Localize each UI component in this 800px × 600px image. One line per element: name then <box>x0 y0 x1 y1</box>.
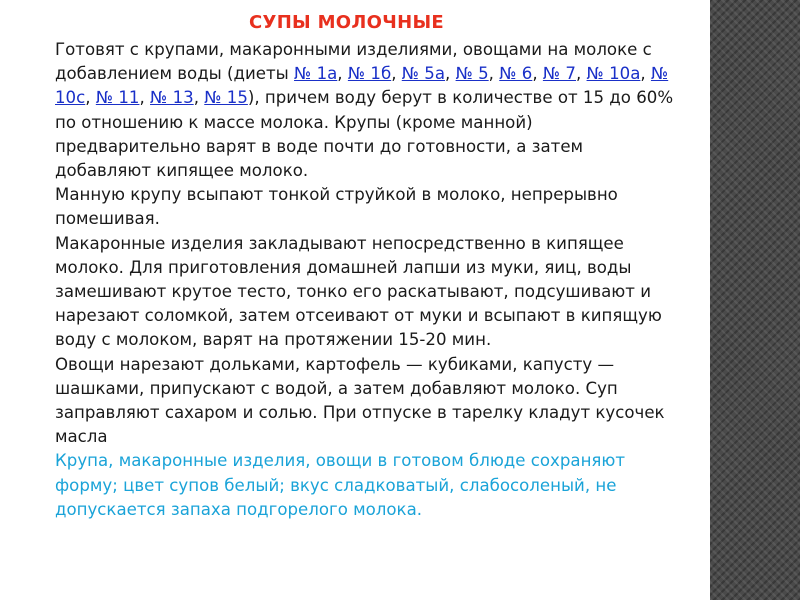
intro-outro-text: ), причем воду берут в количестве от 15 до 60% по отношению к массе молока. Крупы (кроме манной) предварительно варят в воде почти до готовности, а затем добавляют кипящее молоко. <box>55 88 674 181</box>
paragraph-pasta: Макаронные изделия закладывают непосредственно в кипящее молоко. Для приготовления домашней лапши из муки, яиц, воды замешивают крутое тесто, тонко его раскатывают, подсушивают и нарезают соломкой, затем отсеивают от муки и всыпают в кипящую воду с молоком, варят на протяжении 15-20 мин. <box>55 233 662 350</box>
intro-text: Готовят с крупами, макаронными изделиями, овощами на молоке с добавлением воды (диеты <box>55 40 652 84</box>
paragraph-vegetables: Овощи нарезают дольками, картофель — кубиками, капусту — шашками, припускают с водой, а затем добавляют молоко. Суп заправляют сахаром и солью. При отпуске в тарелку кладут кусочек масла <box>55 354 665 447</box>
diet-link-10c[interactable]: № 10с <box>55 64 669 108</box>
decorative-side-band <box>710 0 800 600</box>
slide-title: СУПЫ МОЛОЧНЫЕ <box>249 12 444 33</box>
diet-link-13[interactable]: № 13 <box>150 88 194 108</box>
diet-link-10a[interactable]: № 10а <box>586 64 641 84</box>
diet-link-11[interactable]: № 11 <box>95 88 140 108</box>
diet-link-5a[interactable]: № 5а <box>401 64 446 84</box>
diet-link-1a[interactable]: № 1а <box>294 64 338 84</box>
paragraph-semolina: Манную крупу всыпают тонкой струйкой в молоко, непрерывно помешивая. <box>55 185 618 229</box>
diet-link-5[interactable]: № 5 <box>455 64 489 84</box>
diet-link-7[interactable]: № 7 <box>542 64 576 84</box>
slide-body <box>55 38 675 522</box>
diet-link-15[interactable]: № 15 <box>204 88 248 108</box>
paragraph-intro: Готовят с крупами, макаронными изделиями, овощами на молоке с добавлением воды (диеты № 1а, № 1б, № 5а, № 5, № 6, № 7, № 10а, № 10с, № 11, № 13, № 15), причем воду берут в количестве от 15 до 60% по отношению к массе молока. Крупы (кроме манной) предварительно варят в воде почти до готовности, а затем добавляют кипящее молоко. <box>55 40 674 181</box>
paragraph-quality-note: Крупа, макаронные изделия, овощи в готовом блюде сохраняют форму; цвет супов белый; вкус сладковатый, слабосоленый, не допускается запаха подгорелого молока. <box>55 451 626 519</box>
diet-link-6[interactable]: № 6 <box>499 64 533 84</box>
diet-link-1b[interactable]: № 1б <box>347 64 392 84</box>
